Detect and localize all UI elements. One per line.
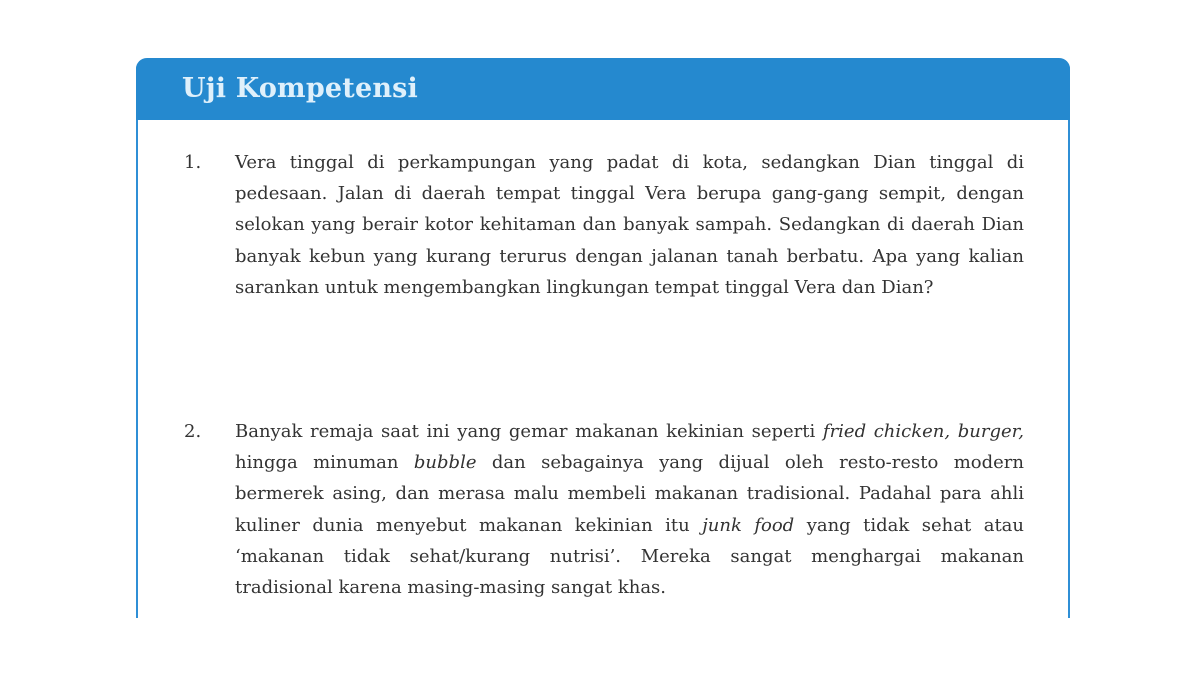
question-text-segment: dan sebagainya yang dijual oleh resto-resto modern bermerek asing, dan merasa malu membeli makanan tradisional. Padahal para ahli kuliner dunia menyebut makanan kekinian itu <box>235 452 1024 536</box>
box-title: Uji Kompetensi <box>182 73 419 104</box>
question-text-italic: bubble <box>413 452 477 474</box>
box-header <box>136 58 1070 120</box>
question-text-segment: yang tidak sehat atau ‘makanan tidak sehat/kurang nutrisi’. Mereka sangat menghargai makanan tradisional karena masing-masing sangat khas. <box>235 514 1024 599</box>
competency-box <box>136 58 1070 618</box>
question-text-segment: Banyak remaja saat ini yang gemar makanan kekinian seperti <box>235 421 823 442</box>
question-number: 1. <box>184 152 202 173</box>
question-text-segment: hingga minuman <box>235 452 414 474</box>
question-number: 2. <box>184 421 202 442</box>
question-text <box>235 416 1024 603</box>
question-text-italic: fried chicken, burger, <box>822 421 1024 442</box>
question-text <box>235 147 1024 303</box>
question-text-segment: Vera tinggal di perkampungan yang padat di kota, sedangkan Dian tinggal di pedesaan. Jalan di daerah tempat tinggal Vera berupa gang-gang sempit, dengan selokan yang berair kotor kehitaman dan banyak sampah. Sedangkan di daerah Dian banyak kebun yang kurang terurus dengan jalanan tanah berbatu. Apa yang kalian sarankan untuk mengembangkan lingkungan tempat tinggal Vera dan Dian? <box>235 152 1024 298</box>
question-text-italic: junk food <box>702 514 795 536</box>
